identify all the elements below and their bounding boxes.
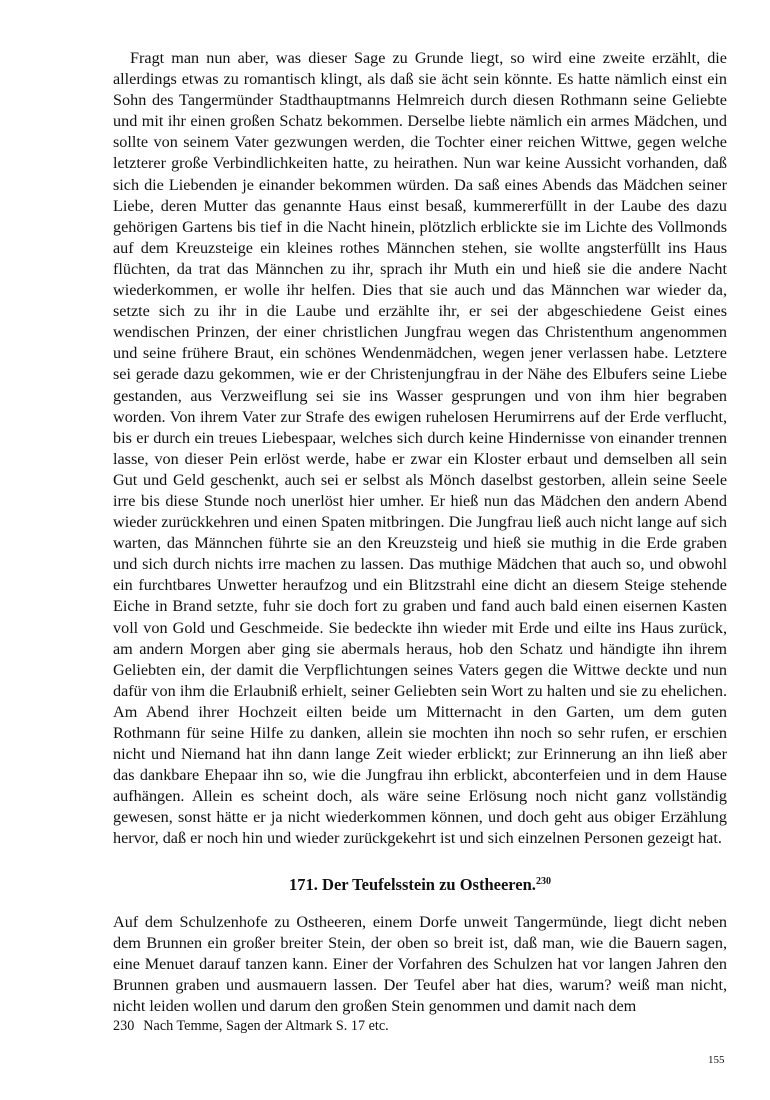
footnote xyxy=(113,1017,389,1035)
paragraph-1: Fragt man nun aber, was dieser Sage zu Grunde liegt, so wird eine zweite erzählt, die allerdings etwas zu romantisch klingt, als daß sie ächt sein könnte. Es hatte nämlich einst ein Sohn des Tangermünder Stadthauptmanns Helmreich durch diesen Rothmann seine Geliebte und mit ihr einen großen Schatz bekommen. Derselbe liebte nämlich ein armes Mädchen, und sollte von seinem Vater gezwungen werden, die Tochter einer reichen Wittwe, gegen welche letzterer große Verbindlichkeiten hatte, zu heirathen. Nun war keine Aussicht vorhanden, daß sich die Liebenden je einander bekommen würden. Da saß eines Abends das Mädchen seiner Liebe, deren Mutter das genannte Haus einst besaß, kummererfüllt in der Laube des dazu gehörigen Gartens bis tief in die Nacht hinein, plötzlich erblickte sie im Lichte des Vollmonds auf dem Kreuzsteige ein kleines rothes Männchen stehen, sie wollte angsterfüllt ins Haus flüchten, da trat das Männchen zu ihr, sprach ihr Muth ein und hieß sie die andere Nacht wiederkommen, er wolle ihr helfen. Dies that sie auch und das Männchen war wieder da, setzte sich zu ihr in die Laube und erzählte ihr, er sei der abgeschiedene Geist eines wendischen Prinzen, der einer christlichen Jungfrau wegen das Christenthum angenommen und seine frühere Braut, ein schönes Wendenmädchen, wegen jener verlassen habe. Letztere sei gerade dazu gekommen, wie er der Christenjungfrau in der Nähe des Elbufers seine Liebe gestanden, aus Verzweiflung sei sie ins Wasser gesprungen und von ihm hier begraben worden. Von ihrem Vater zur Strafe des ewigen ruhelosen Herumirrens auf der Erde verflucht, bis er durch ein treues Liebespaar, welches sich durch keine Hindernisse von einander trennen lasse, von dieser Pein erlöst werde, habe er zwar ein Kloster erbaut und demselben all sein Gut und Geld geschenkt, auch sei er selbst als Mönch daselbst gestorben, allein seine Seele irre bis diese Stunde noch unerlöst hier umher. Er hieß nun das Mädchen den andern Abend wieder zurückkehren und einen Spaten mitbringen. Die Jungfrau ließ auch nicht lange auf sich warten, das Männchen führte sie an den Kreuzsteig und hieß sie muthig in die Erde graben und sich durch nichts irre machen zu lassen. Das muthige Mädchen that auch so, und obwohl ein furchtbares Unwetter heraufzog und ein Blitzstrahl eine dicht an diesem Steige stehende Eiche in Brand setzte, fuhr sie doch fort zu graben und fand auch bald einen eisernen Kasten voll von Gold und Geschmeide. Sie bedeckte ihn wieder mit Erde und eilte ins Haus zurück, am andern Morgen aber ging sie abermals heraus, hob den Schatz und händigte ihn ihrem Geliebten ein, der damit die Verpflichtungen seines Vaters gegen die Wittwe deckte und nun dafür von ihm die Erlaubniß erhielt, seiner Geliebten sein Wort zu halten und sie zu ehelichen. Am Abend ihrer Hochzeit eilten beide um Mitternacht in den Garten, um dem guten Rothmann für seine Hilfe zu danken, allein sie mochten ihn noch so sehr rufen, er erschien nicht und Niemand hat ihn dann lange Zeit wieder erblickt; zur Erinnerung an ihn ließ aber das dankbare Ehepaar ihn so, wie die Jungfrau ihn erblickt, abconterfeien und in dem Hause aufhängen. Allein es scheint doch, als wäre seine Erlösung noch nicht ganz vollständig gewesen, sonst hätte er ja nicht wiederkommen können, und doch geht aus obiger Erzählung hervor, daß er noch hin und wieder zurückgekehrt ist und sich einzelnen Personen gezeigt hat. xyxy=(113,49,727,848)
section-heading xyxy=(113,874,727,896)
page-number: 155 xyxy=(708,1054,725,1066)
section-heading-text: 171. Der Teufelsstein zu Ostheeren. xyxy=(289,874,536,894)
footnote-text: Nach Temme, Sagen der Altmark S. 17 etc. xyxy=(143,1018,389,1034)
footnote-number: 230 xyxy=(113,1018,135,1034)
paragraph-2: Auf dem Schulzenhofe zu Ostheeren, einem Dorfe unweit Tangermünde, liegt dicht neben dem Brunnen ein großer breiter Stein, der oben so breit ist, daß man, wie die Bauern sagen, eine Menuet darauf tanzen kann. Einer der Vorfahren des Schulzen hat vor langen Jahren den Brunnen graben und ausmauern lassen. Der Teufel aber hat dies, warum? weiß man nicht, nicht leiden wollen und darum den großen Stein genommen und damit nach dem xyxy=(113,912,727,1015)
page-content xyxy=(113,48,727,1017)
footnote-reference: 230 xyxy=(535,875,551,887)
